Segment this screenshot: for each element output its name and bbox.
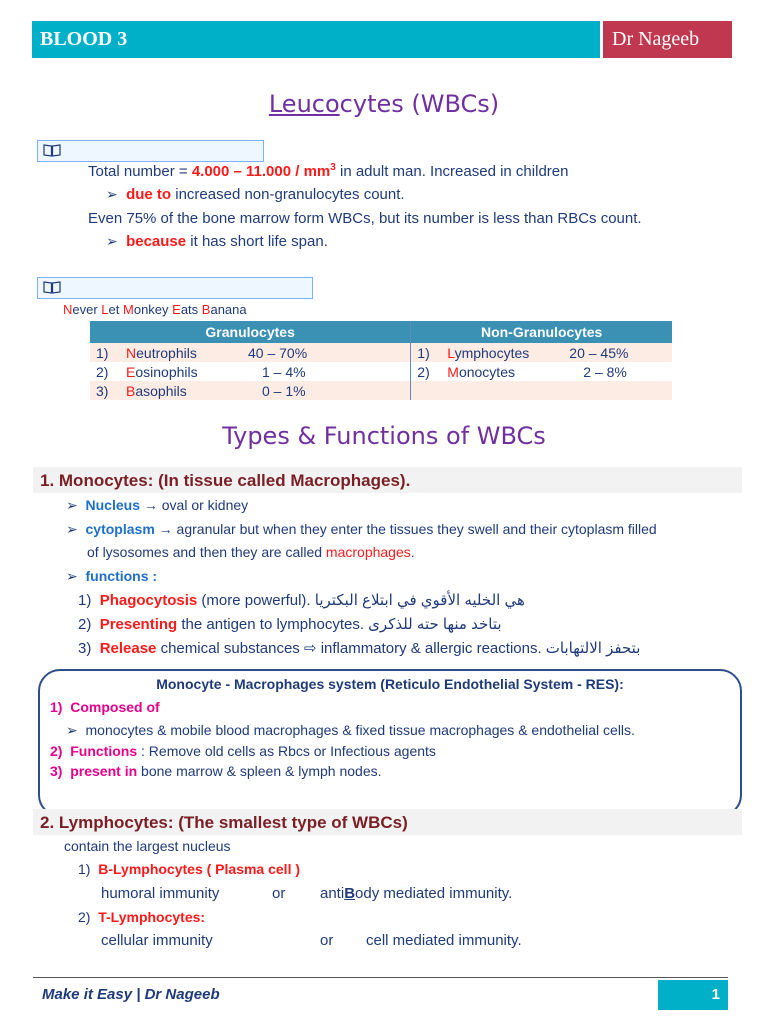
function-item-3: 3) Release chemical substances ⇨ inflammatory & allergic reactions. بتحفز الالتهابات bbox=[78, 640, 641, 657]
footer-text: Make it Easy | Dr Nageeb bbox=[42, 986, 220, 1003]
title-underlined: Leuco bbox=[268, 90, 340, 118]
lymphocytes-heading: 2. Lymphocytes: (The smallest type of WBCs) bbox=[40, 813, 408, 832]
count-line-1: Total number = $4.000 - 11.000 / mm^3$ in adult man. Increased in children bbox=[88, 162, 569, 180]
count-line-2: ➢ due to increased non-granulocytes count. bbox=[106, 186, 405, 203]
function-item-2: 2) Presenting the antigen to lymphocytes. بتاخد منها حته للذكرى bbox=[78, 616, 502, 633]
bullet-arrow-icon: ➢ bbox=[66, 497, 78, 513]
nucleus-line: ➢ Nucleus → oval or kidney bbox=[66, 497, 249, 513]
bullet-arrow-icon: ➢ bbox=[66, 568, 78, 584]
bullet-arrow-icon: ➢ bbox=[106, 186, 118, 202]
header-title: BLOOD 3 bbox=[40, 28, 128, 50]
note-box bbox=[37, 277, 313, 299]
res-item-2: 2) Functions : Remove old cells as Rbcs or Infectious agents bbox=[50, 743, 436, 759]
footer-divider bbox=[33, 977, 728, 978]
note-box bbox=[37, 140, 264, 162]
bullet-arrow-icon: ➢ bbox=[66, 521, 78, 537]
functions-line: ➢ functions : bbox=[66, 568, 158, 584]
table-row: 1) Neutrophils 40 – 70% 1) Lymphocytes 20 – 45% bbox=[90, 343, 672, 362]
res-item-3: 3) present in bone marrow & spleen & lymph nodes. bbox=[50, 763, 382, 779]
monocytes-heading: 1. Monocytes: (In tissue called Macrophages). bbox=[40, 471, 411, 490]
book-icon bbox=[43, 144, 61, 157]
table-row: 2) Eosinophils 1 – 4% 2) Monocytes 2 – 8% bbox=[90, 362, 672, 381]
res-item-1: 1) Composed of bbox=[50, 699, 160, 715]
cytoplasm-line: ➢ cytoplasm → agranular but when they enter the tissues they swell and their cytoplasm filled bbox=[66, 521, 657, 537]
lymph-intro: contain the largest nucleus bbox=[64, 838, 231, 854]
section-title: Types & Functions of WBCs bbox=[222, 422, 546, 450]
book-icon bbox=[43, 281, 61, 294]
count-line-4: ➢ because it has short life span. bbox=[106, 233, 328, 250]
t-lymph-label: 2) T-Lymphocytes: bbox=[78, 909, 206, 925]
title-rest: cytes (WBCs) bbox=[339, 90, 500, 118]
res-item-1-bullet: ➢ monocytes & mobile blood macrophages & fixed tissue macrophages & endothelial cells. bbox=[66, 722, 635, 738]
t-lymph-or: or bbox=[320, 932, 334, 949]
res-title: Monocyte - Macrophages system (Reticulo Endothelial System - RES): bbox=[156, 676, 624, 692]
table-row: 3) Basophils 0 – 1% bbox=[90, 381, 672, 400]
page-title bbox=[0, 90, 768, 118]
cytoplasm-line-2: of lysosomes and then they are called macrophages. bbox=[87, 544, 415, 560]
b-lymph-text-a: humoral immunity bbox=[101, 885, 220, 902]
header-author: Dr Nageeb bbox=[612, 28, 700, 50]
page-number: 1 bbox=[711, 986, 720, 1003]
mnemonic: Never Let Monkey Eats Banana bbox=[63, 302, 247, 317]
table-header: Non-Granulocytes bbox=[411, 321, 672, 343]
b-lymph-text-b: antiBody mediated immunity. bbox=[320, 885, 513, 902]
bullet-arrow-icon: ➢ bbox=[106, 233, 118, 249]
t-lymph-text-a: cellular immunity bbox=[101, 932, 213, 949]
table-header: Granulocytes bbox=[90, 321, 411, 343]
bullet-arrow-icon: ➢ bbox=[66, 722, 78, 738]
b-lymph-label: 1) B-Lymphocytes ( Plasma cell ) bbox=[78, 861, 301, 877]
wbc-table bbox=[90, 321, 672, 400]
t-lymph-text-b: cell mediated immunity. bbox=[366, 932, 522, 949]
count-line-3: Even 75% of the bone marrow form WBCs, but its number is less than RBCs count. bbox=[88, 210, 642, 227]
b-lymph-or: or bbox=[272, 885, 286, 902]
function-item-1: 1) Phagocytosis (more powerful). هي الخليه الأقوي في ابتلاع البكتريا bbox=[78, 592, 525, 609]
